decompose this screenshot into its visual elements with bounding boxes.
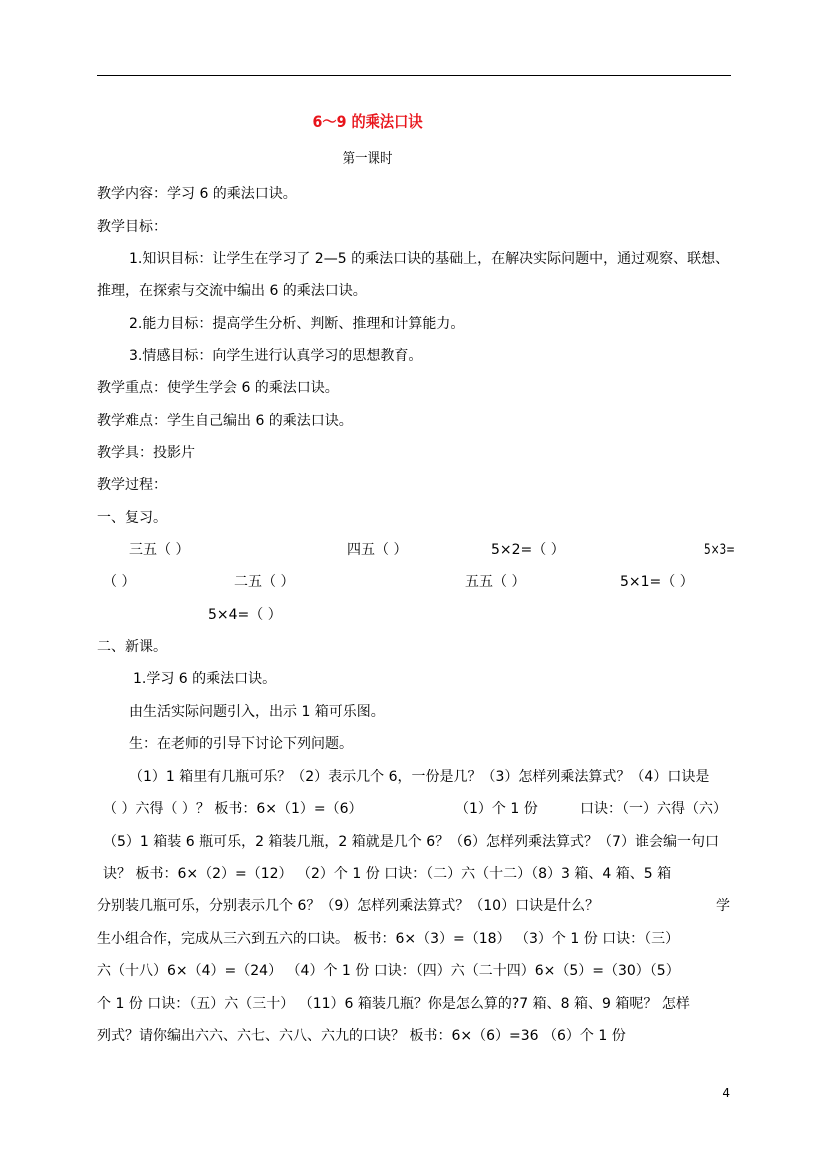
page-number: 4 — [722, 1086, 730, 1100]
header-rule — [97, 75, 731, 76]
teaching-goals-heading: 教学目标： — [97, 219, 167, 235]
new-lesson-heading: 二、新课。 — [97, 639, 167, 655]
teaching-process-heading: 教学过程： — [97, 477, 167, 493]
new-lesson-intro: 由生活实际问题引入，出示 1 箱可乐图。 — [129, 704, 385, 720]
review-item: 5×3= — [704, 542, 735, 558]
process-paragraph-line: 六（十八）6×（4）=（24） （4）个 1 份 口诀：（四）六（二十四）6×（5）=（30）（5） — [97, 963, 680, 979]
review-item: 四五（ ） — [347, 542, 408, 558]
process-paragraph-line: 分别装几瓶可乐，分别表示几个 6？（9）怎样列乘法算式？（10）口诀是什么？ — [97, 898, 600, 914]
goal-1-line-1: 1.知识目标：让学生在学习了 2—5 的乘法口诀的基础上，在解决实际问题中，通过观察、联想、 — [129, 251, 730, 267]
goal-3: 3.情感目标：向学生进行认真学习的思想教育。 — [129, 348, 423, 364]
review-item: 二五（ ） — [234, 574, 295, 590]
review-item: 三五（ ） — [129, 542, 190, 558]
new-lesson-step-1: 1.学习 6 的乘法口诀。 — [133, 671, 277, 687]
process-paragraph-line: （1）1 箱里有几瓶可乐？（2）表示几个 6，一份是几？（3）怎样列乘法算式？（4）口诀是 — [129, 769, 710, 785]
lesson-subtitle: 第一课时 — [342, 151, 393, 167]
review-item: 5×2=（ ） — [491, 542, 565, 558]
review-heading: 一、复习。 — [97, 510, 167, 526]
review-item: （ ） — [103, 574, 136, 590]
process-paragraph-line: 口诀：（一）六得（六） — [580, 801, 727, 817]
teaching-content: 教学内容：学习 6 的乘法口诀。 — [97, 186, 297, 202]
goal-2: 2.能力目标：提高学生分析、判断、推理和计算能力。 — [129, 316, 465, 332]
teaching-difficulty: 教学难点：学生自己编出 6 的乘法口诀。 — [97, 413, 353, 429]
process-paragraph-line: 学 — [716, 898, 730, 914]
goal-1-line-2: 推理，在探索与交流中编出 6 的乘法口诀。 — [97, 283, 367, 299]
teaching-tools: 教学具：投影片 — [97, 445, 195, 461]
process-paragraph-line: 诀？ 板书：6×（2）=（12） （2）个 1 份 口诀：（二）六（十二）（8）3 箱、4 箱、5 箱 — [103, 866, 672, 882]
process-paragraph-line: （1）个 1 份 — [455, 801, 538, 817]
process-paragraph-line: 生小组合作，完成从三六到五六的口诀。 板书：6×（3）=（18） （3）个 1 份 口诀：（三） — [97, 931, 680, 947]
page-title: 6～9 的乘法口诀 — [312, 112, 423, 131]
process-paragraph-line: （5）1 箱装 6 瓶可乐，2 箱装几瓶，2 箱就是几个 6？（6）怎样列乘法算式？（7）谁会编一句口 — [103, 834, 719, 850]
review-item: 五五（ ） — [465, 574, 526, 590]
process-paragraph-line: 列式？请你编出六六、六七、六八、六九的口诀？ 板书：6×（6）=36 （6）个 1 份 — [97, 1028, 626, 1044]
student-discussion: 生：在老师的引导下讨论下列问题。 — [129, 736, 353, 752]
process-paragraph-line: （ ）六得（ ）？ 板书：6×（1）=（6） — [103, 801, 363, 817]
process-paragraph-line: 个 1 份 口诀：（五）六（三十） （11）6 箱装几瓶？你是怎么算的?7 箱、8 箱、9 箱呢？ 怎样 — [97, 996, 690, 1012]
review-item: 5×4=（ ） — [208, 607, 282, 623]
review-item: 5×1=（ ） — [620, 574, 694, 590]
teaching-key-point: 教学重点：使学生学会 6 的乘法口诀。 — [97, 380, 339, 396]
